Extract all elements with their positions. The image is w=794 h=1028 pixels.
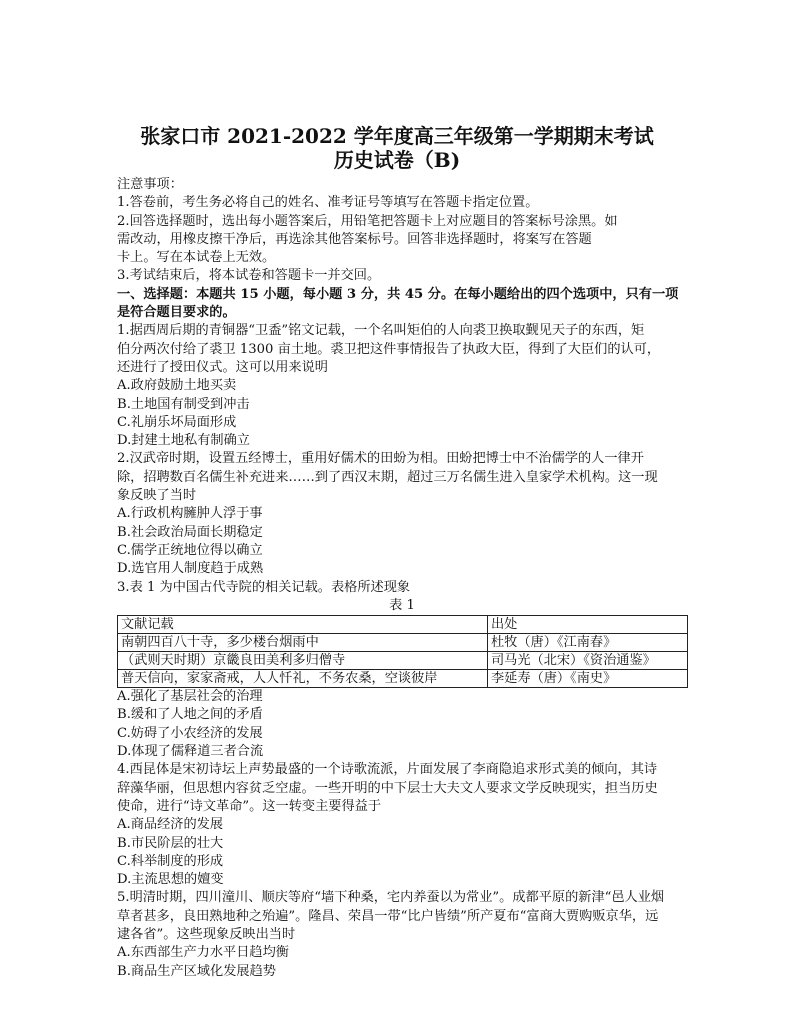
option-a: A.政府鼓励土地买卖 bbox=[117, 378, 237, 394]
option-b: B.商品生产区域化发展趋势 bbox=[117, 963, 276, 979]
section-heading bbox=[117, 286, 687, 323]
notice-heading: 注意事项： bbox=[117, 177, 183, 192]
question-stem-line: 逮各省”。这些现象反映出当时 bbox=[117, 926, 296, 942]
table-row bbox=[118, 634, 688, 652]
exam-subtitle: 历史试卷（B) bbox=[333, 148, 461, 172]
option-d: D.封建土地私有制确立 bbox=[117, 433, 250, 449]
table-header-cell: 出处 bbox=[488, 616, 688, 634]
option-d: D.选官用人制度趋于成熟 bbox=[117, 561, 264, 577]
records-table bbox=[117, 615, 688, 688]
table-cell: 普天信向，家家斋戒，人人忏礼，不务农桑，空谈彼岸 bbox=[118, 670, 488, 688]
section-heading-line: 一、选择题：本题共 15 小题，每小题 3 分，共 45 分。在每小题给出的四个选项中，只有一项 bbox=[117, 286, 679, 302]
question-stem-line: 2.汉武帝时期，设置五经博士，重用好儒术的田蚡为相。田蚡把博士中不治儒学的人一律开 bbox=[117, 451, 644, 467]
question-stem-line: 4.西昆体是宋初诗坛上声势最盛的一个诗歌流派，片面发展了李商隐追求形式美的倾向，其诗 bbox=[117, 762, 658, 778]
question-4 bbox=[117, 761, 687, 889]
table-header-cell: 文献记载 bbox=[118, 616, 488, 634]
question-stem-line: 5.明清时期，四川潼川、顺庆等府“墙下种桑，宅内养蚕以为常业”。成都平原的新津“邑人业烟 bbox=[117, 890, 665, 906]
notice-section bbox=[117, 176, 687, 286]
option-b: B.土地国有制受到冲击 bbox=[117, 396, 250, 412]
option-a: A.商品经济的发展 bbox=[117, 817, 224, 833]
option-c: C.儒学正统地位得以确立 bbox=[117, 542, 263, 558]
question-stem-line: 使命，进行“诗文革命”。这一转变主要得益于 bbox=[117, 798, 382, 814]
option-c: C.科举制度的形成 bbox=[117, 853, 224, 869]
option-d: D.体现了儒释道三者合流 bbox=[117, 744, 264, 760]
question-2 bbox=[117, 450, 687, 578]
exam-title: 张家口市 2021-2022 学年度高三年级第一学期期末考试 bbox=[140, 124, 654, 148]
notice-line: 需改动，用橡皮擦干净后，再选涂其他答案标号。回答非选择题时，将案写在答题 bbox=[117, 231, 592, 247]
question-1 bbox=[117, 322, 687, 450]
table-row bbox=[118, 652, 688, 670]
table-cell: 司马光（北宋）《资治通鉴》 bbox=[488, 652, 688, 670]
question-stem-line: 辞藻华丽，但思想内容贫乏空虚。一些开明的中下层士大夫文人要求文学反映现实，担当历史 bbox=[117, 780, 658, 796]
option-a: A.强化了基层社会的治理 bbox=[117, 689, 263, 705]
notice-line: 卡上。写在本试卷上无效。 bbox=[117, 250, 276, 266]
option-a: A.东西部生产力水平日趋均衡 bbox=[117, 945, 289, 961]
option-a: A.行政机构臃肿人浮于事 bbox=[117, 506, 263, 522]
option-c: C.礼崩乐坏局面形成 bbox=[117, 414, 237, 430]
table-cell: 南朝四百八十寺，多少楼台烟雨中 bbox=[118, 634, 488, 652]
table-row bbox=[118, 670, 688, 688]
question-3 bbox=[117, 579, 687, 762]
question-stem-line: 象反映了当时 bbox=[117, 488, 197, 504]
section-heading-line: 是符合题目要求的。 bbox=[117, 305, 236, 321]
option-b: B.社会政治局面长期稳定 bbox=[117, 524, 263, 540]
table-cell: 李延寿（唐）《南史》 bbox=[488, 670, 688, 688]
option-b: B.市民阶层的壮大 bbox=[117, 835, 224, 851]
question-stem-line: 草者甚多，良田熟地种之殆遍”。隆昌、荣昌一带“比户皆绩”所产夏布“富商大贾购贩京华，远 bbox=[117, 908, 659, 924]
question-5 bbox=[117, 889, 687, 980]
notice-line: 3.考试结束后，将本试卷和答题卡一并交回。 bbox=[117, 268, 381, 284]
table-caption: 表 1 bbox=[389, 597, 415, 613]
option-c: C.妨碍了小农经济的发展 bbox=[117, 725, 263, 741]
notice-line: 1.答卷前，考生务必将自己的姓名、准考证号等填写在答题卡指定位置。 bbox=[117, 195, 539, 211]
table-cell: （武则天时期）京畿良田美利多归僧寺 bbox=[118, 652, 488, 670]
option-d: D.主流思想的嬗变 bbox=[117, 872, 224, 888]
question-stem-line: 1.据西周后期的青铜器“卫盉”铭文记载，一个名叫矩伯的人向裘卫换取觐见天子的东西，矩 bbox=[117, 323, 645, 339]
question-stem-line: 3.表 1 为中国古代寺院的相关记载。表格所述现象 bbox=[117, 579, 411, 595]
exam-content bbox=[117, 176, 687, 981]
question-stem-line: 还进行了授田仪式。这可以用来说明 bbox=[117, 359, 328, 375]
table-cell: 杜牧（唐）《江南春》 bbox=[488, 634, 688, 652]
option-b: B.缓和了人地之间的矛盾 bbox=[117, 707, 263, 723]
question-stem-line: 伯分两次付给了裘卫 1300 亩土地。裘卫把这件事情报告了执政大臣，得到了大臣们的认可， bbox=[117, 341, 661, 357]
notice-line: 2.回答选择题时，选出每小题答案后，用铅笔把答题卡上对应题目的答案标号涂黑。如 bbox=[117, 213, 618, 229]
table-header-row bbox=[118, 616, 688, 634]
question-stem-line: 除，招聘数百名儒生补充进来……到了西汉末期，超过三万名儒生进入皇家学术机构。这一现 bbox=[117, 469, 658, 485]
